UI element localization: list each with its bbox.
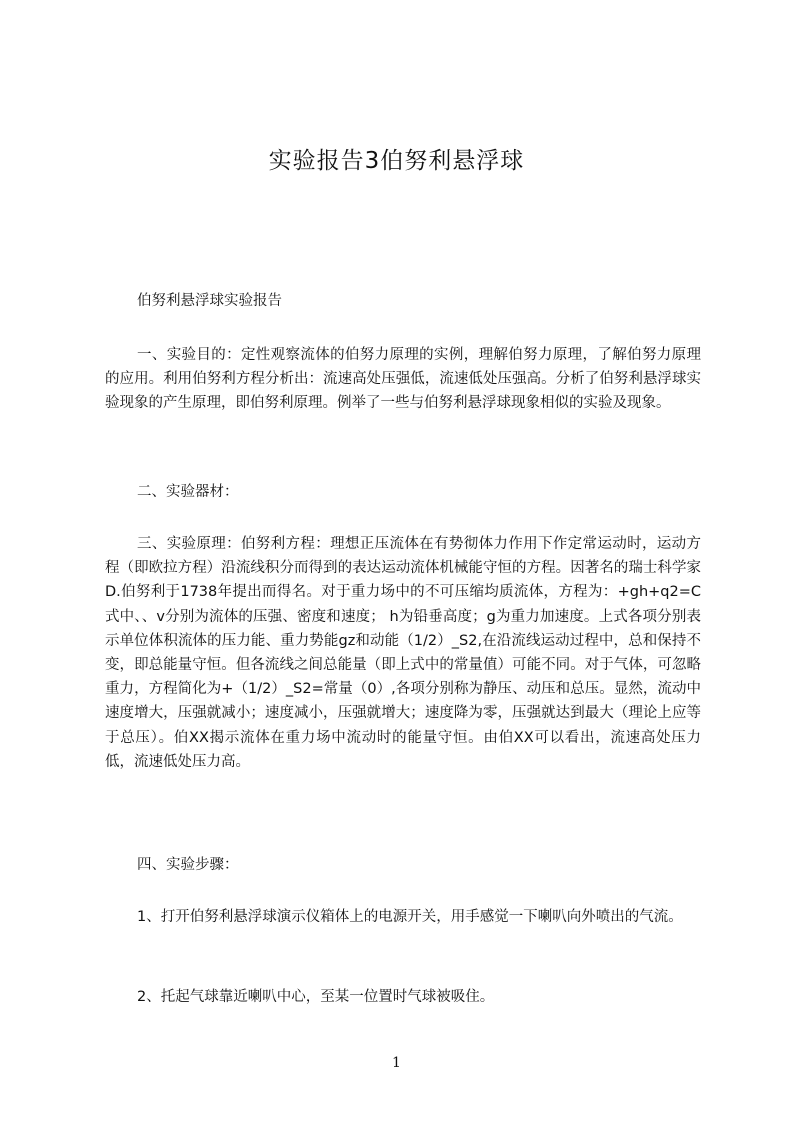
step-1: 1、打开伯努利悬浮球演示仪箱体上的电源开关，用手感觉一下喇叭向外喷出的气流。 [137,909,683,925]
step-2: 2、托起气球靠近喇叭中心，至某一位置时气球被吸住。 [137,989,495,1005]
section-steps-heading: 四、实验步骤： [137,857,239,873]
section-purpose: 一、实验目的：定性观察流体的伯努力原理的实例，理解伯努力原理，了解伯努力原理的应用。利用伯努利方程分析出：流速高处压强低，流速低处压强高。分析了伯努利悬浮球实验现象的产生原理，即伯努利原理。例举了一些与伯努利悬浮球现象相似的实验及现象。 [105,347,701,412]
section-equipment: 二、实验器材： [137,484,239,500]
section-principle: 三、实验原理：伯努利方程：理想正压流体在有势彻体力作用下作定常运动时，运动方程（即欧拉方程）沿流线积分而得到的表达运动流体机械能守恒的方程。因著名的瑞士科学家D.伯努利于1738年提出而得名。对于重力场中的不可压缩均质流体，方程为：+gh+q2=C式中、、v分别为流体的压强、密度和速度； h为铅垂高度；g为重力加速度。上式各项分别表示单位体积流体的压力能、重力势能gz和动能（1/2）_S2,在沿流线运动过程中，总和保持不变，即总能量守恒。但各流线之间总能量（即上式中的常量值）可能不同。对于气体，可忽略重力，方程简化为+（1/2）_S2=常量（0）,各项分别称为静压、动压和总压。显然，流动中速度增大，压强就减小；速度减小，压强就增大；速度降为零，压强就达到最大（理论上应等于总压）。伯XX揭示流体在重力场中流动时的能量守恒。由伯XX可以看出，流速高处压力低，流速低处压力高。 [105,536,701,770]
page-number: 1 [392,1055,401,1071]
document-title: 实验报告3伯努利悬浮球 [268,148,525,174]
report-subtitle: 伯努利悬浮球实验报告 [137,293,282,309]
